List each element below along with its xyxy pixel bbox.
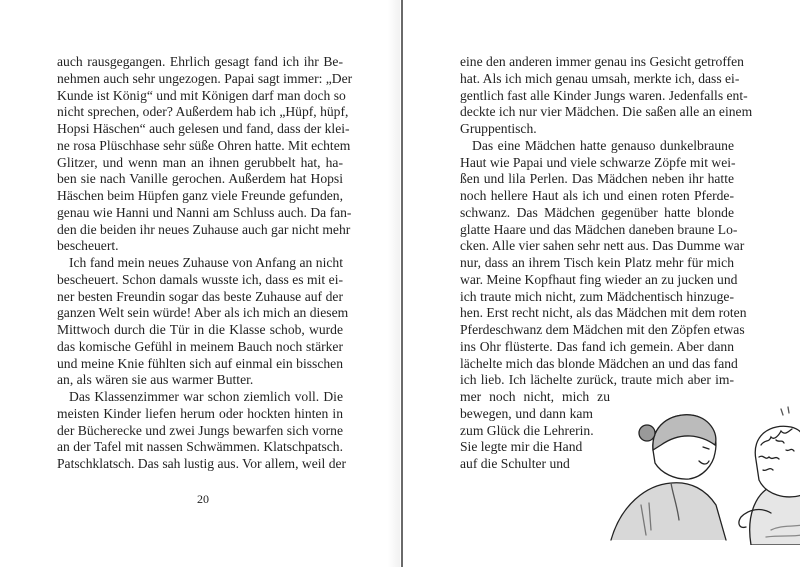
text-line: ich lieb. Ich lächelte zurück, traute mich aber im- — [460, 372, 734, 388]
text-line: meisten Kinder liefen herum oder hockten hinten in — [57, 405, 343, 421]
text-line: den die beiden ihr neues Zuhause auch gar nicht mehr — [57, 221, 351, 237]
text-line: auch rausgegangen. Ehrlich gesagt fand ich ihr Be- — [57, 54, 343, 69]
text-line: ins Ohr flüsterte. Das fand ich gemein. Aber dann — [460, 338, 734, 354]
text-line: glatte Haare und das Mädchen daneben braune Lo- — [460, 221, 738, 237]
text-line: ich traute mich nicht, zum Mädchentisch hinzuge- — [460, 288, 734, 304]
text-line: hat. Als ich mich genau umsah, merkte ich, dass ei- — [460, 70, 740, 86]
text-line: schwanz. Das Mädchen gegenüber hatte blonde — [460, 204, 734, 220]
text-line: genau wie Hanni und Nanni am Schluss auch. Da fan- — [57, 204, 352, 220]
text-line: mer noch nicht, mich zu — [460, 389, 610, 404]
text-line: war. Meine Kopfhaut fing wieder an zu jucken und — [460, 271, 738, 287]
text-line: Sie legte mir die Hand — [460, 439, 583, 455]
text-line: Mittwoch durch die Tür in die Klasse schob, wurde — [57, 322, 343, 337]
text-line: hen. Erst recht nicht, als das Mädchen mit dem roten — [460, 305, 747, 321]
page-number: 20 — [197, 492, 209, 506]
text-line: nicht sprechen, oder? Außerdem hab ich „Hüpf, hüpf, — [57, 104, 349, 120]
text-line: Hopsi Häschen“ auch gelesen und fand, dass der klei- — [57, 121, 350, 136]
text-line: an, als wären sie aus warmer Butter. — [57, 372, 254, 388]
left-page-text — [57, 54, 353, 473]
gutter-shadow — [388, 0, 400, 567]
text-line: Patschklatsch. Das sah lustig aus. Vor allem, weil der — [57, 456, 347, 471]
text-line: lächelte mich das blonde Mädchen an und das fand — [460, 355, 738, 371]
illustration-girls — [591, 395, 800, 545]
text-line: cken. Alle vier sahen sehr nett aus. Das Dumme war — [460, 238, 745, 254]
text-line: gentlich fast alle Kinder Jungs waren. Jedenfalls ent- — [460, 87, 748, 103]
text-line: ßen und lila Perlen. Das Mädchen neben ihr hatte — [460, 171, 734, 187]
text-line: Kunde ist König“ und mit Königen darf man doch so — [57, 87, 346, 103]
text-line: deckte ich nur vier Mädchen. Die saßen alle an einem — [460, 104, 753, 120]
text-line: Das Klassenzimmer war schon ziemlich voll. Die — [69, 389, 343, 404]
text-line: Haut wie Papai und viele schwarze Zöpfe mit wei- — [460, 154, 736, 170]
text-line: ne rosa Plüschhase sehr süße Ohren hatte. Mit echtem — [57, 137, 351, 153]
text-line: noch hellere Haut als ich und einen roten Pferde- — [460, 188, 734, 203]
text-line: ben sie nach Vanille gerochen. Außerdem hat Hopsi — [57, 171, 343, 187]
text-line: ganzen Welt sein würde! Aber als ich mich an diesem — [57, 305, 349, 321]
text-line: bescheuert. Schon damals wusste ich, dass es mit ei- — [57, 271, 343, 287]
text-line: auf die Schulter und — [460, 456, 570, 471]
text-line: zum Glück die Lehrerin. — [460, 422, 594, 438]
text-line: Häschen beim Hüpfen ganz viele Freunde gefunden, — [57, 188, 343, 203]
text-line: bewegen, und dann kam — [460, 405, 593, 421]
text-line: Glitzer, und wenn man an ihnen gerubbelt hat, ha- — [57, 154, 343, 170]
text-line: an der Tafel mit nassen Schwämmen. Klatschpatsch. — [57, 439, 343, 455]
text-line: Pferdeschwanz dem Mädchen mit den Zöpfen etwas — [460, 322, 745, 337]
right-page — [401, 0, 800, 567]
text-line: ner besten Freundin sogar das beste Zuhause auf der — [57, 288, 343, 304]
text-line: und meine Knie fühlten sich auf einmal ein bisschen — [57, 355, 343, 371]
text-line: nur, dass an ihrem Tisch kein Platz mehr für mich — [460, 255, 734, 270]
text-line: nehmen auch sehr ungezogen. Papai sagt immer: „Der — [57, 70, 353, 86]
text-line: eine den anderen immer genau ins Gesicht getroffen — [460, 54, 744, 69]
girl-shoulders — [611, 483, 726, 540]
text-line: Ich fand mein neues Zuhause von Anfang an nicht — [69, 255, 343, 270]
text-line: Gruppentisch. — [460, 121, 537, 136]
text-line: der Bücherecke und zwei Jungs bewarfen sich vorne — [57, 422, 343, 438]
text-line: bescheuert. — [57, 238, 119, 254]
text-line: Das eine Mädchen hatte genauso dunkelbraune — [472, 137, 734, 153]
text-line: das komische Gefühl in meinem Bauch noch stärker — [57, 338, 343, 354]
